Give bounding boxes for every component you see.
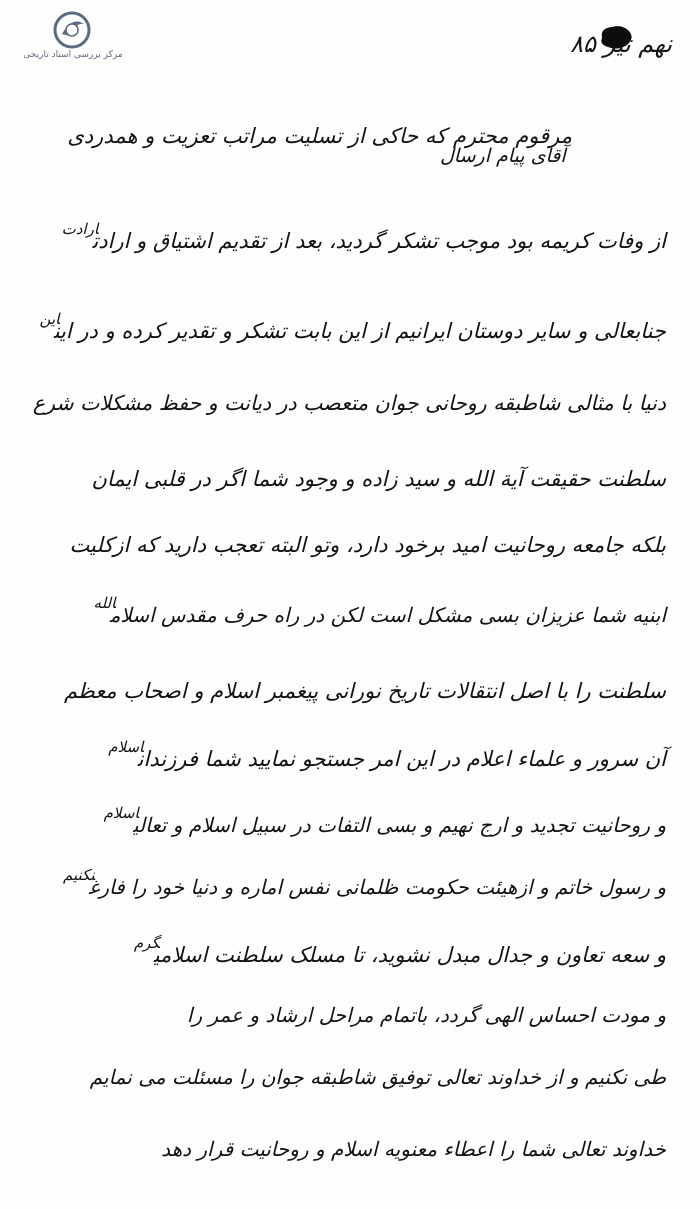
salutation-main: مرقوم محترم که حاکی از تسلیت مراتب تعزیت و همدردی bbox=[67, 124, 572, 148]
letter-line-text: سلطنت را با اصل انتقالات تاریخ نورانی پیغمبر اسلام و اصحاب معظم bbox=[64, 679, 666, 703]
archive-logo-icon bbox=[50, 10, 94, 50]
letter-line bbox=[103, 804, 666, 837]
salutation-addressee: آقای پیام ارسال bbox=[440, 145, 566, 167]
letter-line-interlinear-word: اسلام bbox=[103, 804, 139, 822]
letter-line bbox=[133, 934, 666, 967]
letter-line bbox=[90, 1066, 666, 1088]
letter-line-text: و سعه تعاون و جدال مبدل نشوید، تا مسلک سلطنت اسلامی bbox=[153, 943, 666, 967]
letter-line-text: جنابعالی و سایر دوستان ایرانیم از این بابت تشکر و تقدیر کرده و در این bbox=[53, 319, 666, 343]
letter-line-interlinear-word: ارادت bbox=[61, 220, 99, 238]
letter-line-text: ابنیه شما عزیزان بسی مشکل است لکن در راه حرف مقدس اسلام bbox=[109, 603, 666, 627]
letter-line-interlinear-word: این bbox=[39, 310, 60, 328]
letter-line-text: سلطنت حقیقت آیة الله و سید زاده و وجود شما اگر در قلبی ایمان bbox=[91, 467, 666, 491]
letter-line-text: از وفات کریمه بود موجب تشکر گردید، بعد از تقدیم اشتیاق و ارادت bbox=[92, 229, 666, 253]
letter-line-text: و رسول خاتم و ازهیئت حکومت ظلمانی نفس اماره و دنیا خود را فارغ bbox=[88, 875, 666, 899]
letter-line-text: طی نکنیم و از خداوند تعالی توفیق شاطبقه جوان را مسئلت می نمایم bbox=[89, 1065, 666, 1089]
letter-line-interlinear-word: اسلام bbox=[108, 738, 144, 756]
letter-line bbox=[61, 220, 666, 253]
letter-line-text: بلکه جامعه روحانیت امید برخود دارد، وتو البته تعجب دارید که ازکلیت bbox=[69, 533, 666, 557]
letter-line-text: و روحانیت تجدید و ارج نهیم و بسی التفات در سبیل اسلام و تعالی bbox=[133, 813, 666, 837]
letter-line bbox=[64, 680, 666, 703]
archive-logo-caption: مرکز بررسی اسناد تاریخی bbox=[23, 50, 123, 60]
letter-line bbox=[39, 310, 666, 343]
letter-line bbox=[69, 534, 666, 557]
letter-line bbox=[93, 594, 666, 627]
letter-line-interlinear-word: الله bbox=[93, 594, 116, 612]
archive-logo bbox=[14, 10, 134, 72]
letter-line bbox=[63, 866, 666, 899]
letter-line bbox=[161, 1138, 666, 1160]
letter-line-text: خداوند تعالی شما را اعطاء معنویه اسلام و روحانیت قرار دهد bbox=[161, 1137, 666, 1161]
letter-line bbox=[187, 1004, 666, 1026]
letter-line bbox=[108, 738, 666, 771]
letter-line-text: دنیا با مثالی شاطبقه روحانی جوان متعصب در دیانت و حفظ مشکلات شرع bbox=[32, 391, 666, 415]
letter-line-text: آن سرور و علماء اعلام در این امر جستجو نمایید شما فرزندان bbox=[137, 747, 666, 771]
letter-date-reference: نهم تیر ۸۵ bbox=[570, 30, 672, 58]
letter-line-text: و مودت احساس الهی گردد، باتمام مراحل ارشاد و عمر را bbox=[186, 1003, 666, 1027]
letter-line-interlinear-word: گرم bbox=[133, 934, 160, 952]
letter-line bbox=[92, 468, 667, 491]
letter-line bbox=[33, 392, 666, 415]
letter-line-interlinear-word: نکنیم bbox=[63, 866, 95, 884]
